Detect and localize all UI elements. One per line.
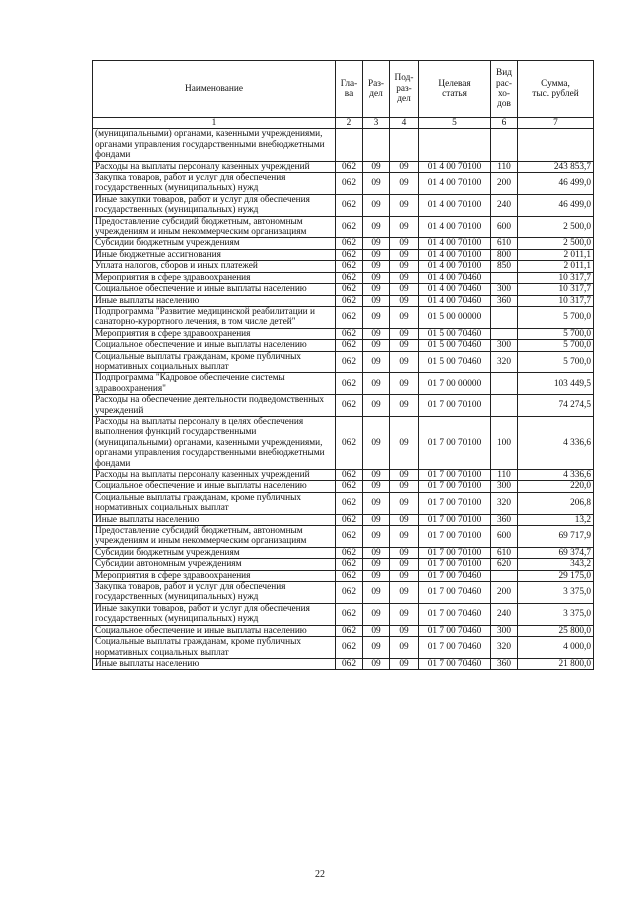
cell-name: Социальные выплаты гражданам, кроме публичных нормативных социальных выплат — [93, 492, 336, 514]
cell-vid: 320 — [491, 351, 518, 373]
table-row — [93, 603, 594, 625]
cell-podrazdel: 09 — [390, 416, 419, 469]
cell-glava: 062 — [336, 416, 363, 469]
cell-vid: 240 — [491, 194, 518, 216]
cell-glava: 062 — [336, 481, 363, 492]
cell-name: Расходы на выплаты персоналу казенных учреждений — [93, 470, 336, 481]
cell-sum: 5 700,0 — [518, 328, 594, 339]
cell-target: 01 4 00 70100 — [419, 194, 491, 216]
cell-name: (муниципальными) органами, казенными учреждениями, органами управления государственными внебюджетными фондами — [93, 129, 336, 161]
cell-podrazdel: 09 — [390, 625, 419, 636]
cell-razdel: 09 — [363, 284, 390, 295]
cell-vid — [491, 272, 518, 283]
cell-sum: 2 011,1 — [518, 261, 594, 272]
cell-podrazdel: 09 — [390, 582, 419, 604]
cell-razdel: 09 — [363, 547, 390, 558]
cell-vid: 610 — [491, 547, 518, 558]
table-row — [93, 395, 594, 417]
cell-razdel: 09 — [363, 161, 390, 172]
cell-glava: 062 — [336, 216, 363, 238]
cell-podrazdel: 09 — [390, 470, 419, 481]
column-number: 5 — [419, 118, 491, 129]
cell-sum: 5 700,0 — [518, 351, 594, 373]
cell-target: 01 4 00 70100 — [419, 161, 491, 172]
cell-vid — [491, 328, 518, 339]
cell-podrazdel: 09 — [390, 526, 419, 548]
cell-sum: 21 800,0 — [518, 658, 594, 669]
cell-vid — [491, 570, 518, 581]
cell-glava: 062 — [336, 161, 363, 172]
table-row — [93, 416, 594, 469]
cell-target: 01 7 00 70460 — [419, 637, 491, 659]
cell-glava: 062 — [336, 306, 363, 328]
cell-target: 01 7 00 70460 — [419, 582, 491, 604]
header-row — [93, 61, 594, 118]
cell-razdel: 09 — [363, 470, 390, 481]
cell-target: 01 7 00 70460 — [419, 570, 491, 581]
cell-name: Субсидии бюджетным учреждениям — [93, 238, 336, 249]
cell-sum: 69 717,9 — [518, 526, 594, 548]
column-number-row — [93, 118, 594, 129]
header-podrazdel: Под- раз- дел — [390, 61, 419, 118]
page-number: 22 — [315, 869, 325, 880]
cell-razdel: 09 — [363, 416, 390, 469]
cell-glava: 062 — [336, 637, 363, 659]
cell-glava: 062 — [336, 492, 363, 514]
cell-sum: 3 375,0 — [518, 582, 594, 604]
cell-glava: 062 — [336, 514, 363, 525]
table-row — [93, 625, 594, 636]
cell-razdel: 09 — [363, 295, 390, 306]
header-sum: Сумма, тыс. рублей — [518, 61, 594, 118]
cell-target: 01 7 00 70100 — [419, 559, 491, 570]
table-row — [93, 173, 594, 195]
cell-target: 01 4 00 70100 — [419, 261, 491, 272]
cell-name: Мероприятия в сфере здравоохранения — [93, 570, 336, 581]
column-number: 4 — [390, 118, 419, 129]
cell-vid: 850 — [491, 261, 518, 272]
cell-razdel: 09 — [363, 194, 390, 216]
cell-vid: 100 — [491, 416, 518, 469]
cell-name: Мероприятия в сфере здравоохранения — [93, 272, 336, 283]
budget-table — [92, 60, 594, 670]
cell-glava: 062 — [336, 658, 363, 669]
cell-glava: 062 — [336, 547, 363, 558]
cell-vid: 300 — [491, 340, 518, 351]
cell-target: 01 7 00 70100 — [419, 395, 491, 417]
cell-name: Закупка товаров, работ и услуг для обеспечения государственных (муниципальных) нужд — [93, 582, 336, 604]
cell-vid: 300 — [491, 481, 518, 492]
cell-vid: 200 — [491, 582, 518, 604]
cell-name: Расходы на выплаты персоналу в целях обеспечения выполнения функций государственными (муниципальными) органами, казенными учреждениями, органами управления государственными внебюджетными фондами — [93, 416, 336, 469]
cell-name: Закупка товаров, работ и услуг для обеспечения государственных (муниципальных) нужд — [93, 173, 336, 195]
table-row — [93, 129, 594, 161]
cell-target: 01 4 00 70100 — [419, 249, 491, 260]
cell-podrazdel — [390, 129, 419, 161]
column-number: 2 — [336, 118, 363, 129]
cell-razdel — [363, 129, 390, 161]
cell-target: 01 4 00 70460 — [419, 295, 491, 306]
table-row — [93, 249, 594, 260]
cell-razdel: 09 — [363, 625, 390, 636]
cell-name: Социальное обеспечение и иные выплаты населению — [93, 625, 336, 636]
cell-vid: 200 — [491, 173, 518, 195]
cell-podrazdel: 09 — [390, 340, 419, 351]
cell-glava: 062 — [336, 173, 363, 195]
cell-sum: 4 336,6 — [518, 416, 594, 469]
cell-name: Расходы на выплаты персоналу казенных учреждений — [93, 161, 336, 172]
table-row — [93, 658, 594, 669]
cell-sum: 2 500,0 — [518, 238, 594, 249]
cell-podrazdel: 09 — [390, 328, 419, 339]
cell-razdel: 09 — [363, 492, 390, 514]
cell-podrazdel: 09 — [390, 272, 419, 283]
cell-razdel: 09 — [363, 328, 390, 339]
cell-vid — [491, 306, 518, 328]
cell-target: 01 7 00 70460 — [419, 658, 491, 669]
cell-name: Расходы на обеспечение деятельности подведомственных учреждений — [93, 395, 336, 417]
cell-vid: 300 — [491, 284, 518, 295]
cell-glava — [336, 129, 363, 161]
cell-podrazdel: 09 — [390, 161, 419, 172]
header-name: Наименование — [93, 61, 336, 118]
cell-sum: 343,2 — [518, 559, 594, 570]
cell-razdel: 09 — [363, 173, 390, 195]
table-row — [93, 526, 594, 548]
cell-razdel: 09 — [363, 306, 390, 328]
cell-razdel: 09 — [363, 351, 390, 373]
cell-glava: 062 — [336, 340, 363, 351]
cell-name: Иные выплаты населению — [93, 658, 336, 669]
cell-vid: 320 — [491, 492, 518, 514]
cell-glava: 062 — [336, 559, 363, 570]
cell-sum: 5 700,0 — [518, 306, 594, 328]
table-body — [93, 129, 594, 670]
cell-target: 01 5 00 70460 — [419, 328, 491, 339]
table-row — [93, 547, 594, 558]
cell-glava: 062 — [336, 625, 363, 636]
column-number: 6 — [491, 118, 518, 129]
cell-target: 01 5 00 70460 — [419, 340, 491, 351]
cell-glava: 062 — [336, 194, 363, 216]
cell-podrazdel: 09 — [390, 295, 419, 306]
cell-name: Предоставление субсидий бюджетным, автономным учреждениям и иным некоммерческим организациям — [93, 216, 336, 238]
table-row — [93, 570, 594, 581]
cell-name: Иные выплаты населению — [93, 295, 336, 306]
cell-glava: 062 — [336, 570, 363, 581]
cell-glava: 062 — [336, 526, 363, 548]
cell-name: Мероприятия в сфере здравоохранения — [93, 328, 336, 339]
header-target: Целевая статья — [419, 61, 491, 118]
cell-name: Социальные выплаты гражданам, кроме публичных нормативных социальных выплат — [93, 637, 336, 659]
cell-target: 01 4 00 70100 — [419, 238, 491, 249]
cell-podrazdel: 09 — [390, 514, 419, 525]
table-row — [93, 272, 594, 283]
cell-name: Социальные выплаты гражданам, кроме публичных нормативных социальных выплат — [93, 351, 336, 373]
table-row — [93, 216, 594, 238]
cell-target: 01 4 00 70460 — [419, 284, 491, 295]
cell-target: 01 7 00 70100 — [419, 470, 491, 481]
table-row — [93, 373, 594, 395]
cell-name: Иные закупки товаров, работ и услуг для обеспечения государственных (муниципальных) нужд — [93, 603, 336, 625]
table-row — [93, 328, 594, 339]
cell-sum — [518, 129, 594, 161]
header-razdel: Раз- дел — [363, 61, 390, 118]
cell-glava: 062 — [336, 295, 363, 306]
table-row — [93, 284, 594, 295]
cell-razdel: 09 — [363, 526, 390, 548]
cell-vid: 600 — [491, 526, 518, 548]
cell-name: Субсидии бюджетным учреждениям — [93, 547, 336, 558]
cell-target: 01 4 00 70460 — [419, 272, 491, 283]
cell-target: 01 7 00 70100 — [419, 547, 491, 558]
cell-name: Иные бюджетные ассигнования — [93, 249, 336, 260]
cell-target: 01 7 00 70100 — [419, 526, 491, 548]
cell-sum: 4 336,6 — [518, 470, 594, 481]
cell-razdel: 09 — [363, 395, 390, 417]
cell-vid: 610 — [491, 238, 518, 249]
cell-target: 01 5 00 70460 — [419, 351, 491, 373]
cell-sum: 10 317,7 — [518, 272, 594, 283]
table-row — [93, 582, 594, 604]
cell-vid: 620 — [491, 559, 518, 570]
cell-glava: 062 — [336, 249, 363, 260]
cell-sum: 29 175,0 — [518, 570, 594, 581]
cell-target: 01 7 00 70460 — [419, 603, 491, 625]
cell-sum: 25 800,0 — [518, 625, 594, 636]
cell-glava: 062 — [336, 328, 363, 339]
cell-glava: 062 — [336, 470, 363, 481]
cell-podrazdel: 09 — [390, 284, 419, 295]
table-row — [93, 306, 594, 328]
cell-razdel: 09 — [363, 637, 390, 659]
column-number: 7 — [518, 118, 594, 129]
header-vid: Вид рас- хо- дов — [491, 61, 518, 118]
cell-razdel: 09 — [363, 272, 390, 283]
cell-podrazdel: 09 — [390, 603, 419, 625]
cell-glava: 062 — [336, 603, 363, 625]
table-row — [93, 340, 594, 351]
cell-glava: 062 — [336, 582, 363, 604]
cell-name: Социальное обеспечение и иные выплаты населению — [93, 340, 336, 351]
cell-sum: 220,0 — [518, 481, 594, 492]
cell-sum: 13,2 — [518, 514, 594, 525]
cell-target: 01 5 00 00000 — [419, 306, 491, 328]
cell-name: Уплата налогов, сборов и иных платежей — [93, 261, 336, 272]
cell-podrazdel: 09 — [390, 559, 419, 570]
cell-razdel: 09 — [363, 216, 390, 238]
table-row — [93, 194, 594, 216]
table-row — [93, 492, 594, 514]
cell-sum: 10 317,7 — [518, 284, 594, 295]
column-number: 1 — [93, 118, 336, 129]
column-number: 3 — [363, 118, 390, 129]
cell-glava: 062 — [336, 373, 363, 395]
cell-target: 01 7 00 70460 — [419, 625, 491, 636]
table-row — [93, 637, 594, 659]
cell-vid: 360 — [491, 295, 518, 306]
cell-podrazdel: 09 — [390, 373, 419, 395]
cell-razdel: 09 — [363, 658, 390, 669]
cell-podrazdel: 09 — [390, 351, 419, 373]
cell-target — [419, 129, 491, 161]
header-glava: Гла- ва — [336, 61, 363, 118]
cell-razdel: 09 — [363, 582, 390, 604]
cell-razdel: 09 — [363, 340, 390, 351]
cell-vid: 360 — [491, 658, 518, 669]
table-row — [93, 261, 594, 272]
cell-razdel: 09 — [363, 481, 390, 492]
table-row — [93, 161, 594, 172]
cell-sum: 243 853,7 — [518, 161, 594, 172]
cell-sum: 103 449,5 — [518, 373, 594, 395]
cell-razdel: 09 — [363, 603, 390, 625]
cell-target: 01 7 00 70100 — [419, 492, 491, 514]
cell-name: Субсидии автономным учреждениям — [93, 559, 336, 570]
cell-vid — [491, 395, 518, 417]
cell-podrazdel: 09 — [390, 637, 419, 659]
cell-name: Социальное обеспечение и иные выплаты населению — [93, 284, 336, 295]
cell-sum: 74 274,5 — [518, 395, 594, 417]
cell-glava: 062 — [336, 238, 363, 249]
cell-vid: 800 — [491, 249, 518, 260]
cell-podrazdel: 09 — [390, 261, 419, 272]
table-row — [93, 295, 594, 306]
cell-vid: 110 — [491, 470, 518, 481]
cell-razdel: 09 — [363, 514, 390, 525]
cell-sum: 10 317,7 — [518, 295, 594, 306]
cell-podrazdel: 09 — [390, 249, 419, 260]
cell-sum: 3 375,0 — [518, 603, 594, 625]
cell-razdel: 09 — [363, 249, 390, 260]
cell-name: Предоставление субсидий бюджетным, автономным учреждениям и иным некоммерческим организациям — [93, 526, 336, 548]
cell-razdel: 09 — [363, 570, 390, 581]
cell-podrazdel: 09 — [390, 395, 419, 417]
cell-vid: 600 — [491, 216, 518, 238]
cell-glava: 062 — [336, 284, 363, 295]
cell-name: Социальное обеспечение и иные выплаты населению — [93, 481, 336, 492]
cell-vid: 300 — [491, 625, 518, 636]
cell-razdel: 09 — [363, 559, 390, 570]
cell-target: 01 7 00 70100 — [419, 416, 491, 469]
cell-sum: 4 000,0 — [518, 637, 594, 659]
cell-podrazdel: 09 — [390, 492, 419, 514]
cell-razdel: 09 — [363, 261, 390, 272]
cell-target: 01 4 00 70100 — [419, 216, 491, 238]
cell-vid — [491, 373, 518, 395]
cell-podrazdel: 09 — [390, 547, 419, 558]
cell-podrazdel: 09 — [390, 194, 419, 216]
cell-vid: 110 — [491, 161, 518, 172]
table-row — [93, 481, 594, 492]
table-row — [93, 351, 594, 373]
table-row — [93, 470, 594, 481]
cell-name: Подпрограмма "Кадровое обеспечение системы здравоохранения" — [93, 373, 336, 395]
cell-glava: 062 — [336, 351, 363, 373]
cell-sum: 46 499,0 — [518, 194, 594, 216]
cell-name: Подпрограмма "Развитие медицинской реабилитации и санаторно-курортного лечения, в том числе детей" — [93, 306, 336, 328]
cell-vid: 320 — [491, 637, 518, 659]
cell-podrazdel: 09 — [390, 173, 419, 195]
cell-podrazdel: 09 — [390, 306, 419, 328]
cell-name: Иные закупки товаров, работ и услуг для обеспечения государственных (муниципальных) нужд — [93, 194, 336, 216]
cell-glava: 062 — [336, 272, 363, 283]
cell-vid: 240 — [491, 603, 518, 625]
cell-glava: 062 — [336, 395, 363, 417]
cell-sum: 206,8 — [518, 492, 594, 514]
table-row — [93, 559, 594, 570]
cell-vid: 360 — [491, 514, 518, 525]
cell-vid — [491, 129, 518, 161]
cell-podrazdel: 09 — [390, 481, 419, 492]
cell-target: 01 7 00 00000 — [419, 373, 491, 395]
cell-sum: 46 499,0 — [518, 173, 594, 195]
cell-podrazdel: 09 — [390, 658, 419, 669]
table-row — [93, 514, 594, 525]
cell-target: 01 4 00 70100 — [419, 173, 491, 195]
cell-sum: 2 011,1 — [518, 249, 594, 260]
cell-podrazdel: 09 — [390, 570, 419, 581]
cell-target: 01 7 00 70100 — [419, 481, 491, 492]
cell-razdel: 09 — [363, 238, 390, 249]
cell-name: Иные выплаты населению — [93, 514, 336, 525]
cell-podrazdel: 09 — [390, 238, 419, 249]
cell-sum: 5 700,0 — [518, 340, 594, 351]
cell-podrazdel: 09 — [390, 216, 419, 238]
cell-razdel: 09 — [363, 373, 390, 395]
table-row — [93, 238, 594, 249]
cell-glava: 062 — [336, 261, 363, 272]
cell-sum: 2 500,0 — [518, 216, 594, 238]
cell-sum: 69 374,7 — [518, 547, 594, 558]
cell-target: 01 7 00 70100 — [419, 514, 491, 525]
